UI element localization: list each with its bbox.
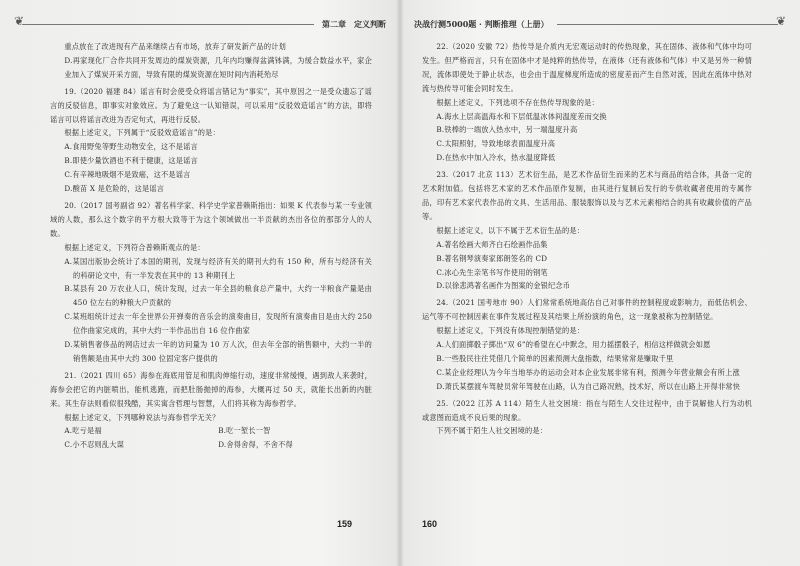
header-rule <box>22 24 314 25</box>
running-head <box>22 16 386 32</box>
answer-option: C.有辛辣地吸烟不是致癌，这不是谣言 <box>64 170 191 180</box>
answer-option: C.某班组统计过去一年全世界公开弹奏的音乐会的演奏曲目，发现所有演奏曲目是由大约 250 位作曲家完成的，其中大约一半作品出自 16 位作曲家 <box>64 312 372 336</box>
answer-option: D.舍得舍得，不舍不得 <box>218 440 293 450</box>
answer-option: D.以徐悲鸿著名画作为图案的金银纪念币 <box>436 281 571 291</box>
paragraph: 24.（2021 国考地市 90）人们常常系统地高估自己对事件的控制程度或影响力，而低估机会、运气等不可控制因素在事件发展过程及其结果上所扮演的角色，这一现象被称为控制错觉。 <box>422 298 752 322</box>
paragraph: 22.（2020 安徽 72）热传导是介质内无宏观运动时的传热现象，其在固体、液体和气体中均可发生。但严格而言，只有在固体中才是纯粹的热传导，在液体（还有液体和气体）中又是另外一种情况，流体即使处于静止状态，也会由于温度梯度所造成的密度差而产生自然对流，因此在流体中热对流与热传导可能会同时发生。 <box>422 42 752 93</box>
answer-option: D.酸苗 X 是危险的，这是谣言 <box>64 184 165 194</box>
answer-option: C.某企业经理认为今年当地举办的运动会对本企业发展非常有利，预测今年营业额会有所上涨 <box>436 367 740 377</box>
answer-option: A.某国出版协会统计了本国的期刊，发现与经济有关的期刊大约有 150 种，所有与经济有关的科研论文中，有一半发表在其中的 13 种期刊上 <box>64 256 372 280</box>
option-row <box>50 424 372 438</box>
answer-option: B.铁棒的一端放入热水中，另一端温度升高 <box>436 125 578 135</box>
running-head <box>414 16 778 32</box>
answer-option: C.冰心先生亲笔书写作使用的钢笔 <box>436 267 548 277</box>
header-rule <box>557 24 778 25</box>
answer-option: D.萧氏某摆渡车驾驶员常年驾驶在山路，认为自己路况熟，技术好，所以在山路上开得非常快 <box>436 381 741 391</box>
option-row <box>50 438 372 452</box>
answer-option: A.著名绘画大师齐白石绘画作品集 <box>436 239 548 249</box>
paragraph: 23.（2017 北京 113）艺术衍生品，是艺术作品衍生而来的艺术与商品的结合体，具备一定的艺术附加值。包括将艺术家的艺术作品原作复制，由其进行复制后发行的专供收藏者使用的专属作品，印有艺术家代表作品的文具、生活用品、服装服饰以及与艺术元素相结合的具有收藏价值的产品等。 <box>422 170 752 221</box>
answer-option: C.太阳照射，导致地球表面温度升高 <box>436 139 556 149</box>
answer-option: B.著名钢琴演奏家郎朗签名的 CD <box>436 253 548 263</box>
page-body <box>50 40 372 452</box>
answer-option: B.某县有 20 万农业人口，统计发现，过去一年全县的粮食总产量中，大约一半粮食产量是由 450 位左右的种粮大户贡献的 <box>64 284 372 308</box>
paragraph: 21.（2021 四川 65）海参在海底用管足和肌肉伸缩行动，速度非常缓慢，遇到敌人来袭时，海参会把它的内脏喷出，能机逃跑，而把肚肠抛掉的海参，大概再过 50 天，就能长出新的内脏来。其生存法则看似很残酷，其实寓含哲理与智慧，人们将其称为海参哲学。 <box>50 370 372 408</box>
answer-option: A.吃亏是福 <box>64 426 102 436</box>
answer-option: B.吃一堑长一智 <box>218 426 271 436</box>
paragraph: 根据上述定义，以下不属于艺术衍生品的是： <box>436 225 585 235</box>
answer-option: A.海水上层高温海水和下层低温冰体间温度差而交换 <box>436 111 607 121</box>
paragraph: 根据上述定义，下列属于“反驳效造谣言”的是： <box>64 128 220 138</box>
paragraph: 20.（2017 国考副省 92）著名科学家、科学史学家普赖斯指出：如果 K 代表参与某一专业领域的人数，那么这个数字的平方根大致等于为这个领域做出一半贡献的杰出各位的那部分人的人数。 <box>50 200 372 238</box>
answer-option: B.一些股民往往凭借几个简单的因素预测大盘指数，结果常常是赚取千里 <box>436 353 674 363</box>
corner-ornament-icon: ❦ <box>775 14 786 28</box>
paragraph: 下列不属于陌生人社交困境的是： <box>436 426 548 436</box>
paragraph: 25.（2022 江苏 A 114）陌生人社交困境：指在与陌生人交往过程中，由于误解他人行为动机或意图而造成不良后果的现象。 <box>422 398 752 422</box>
answer-option: D.某销售奢侈品的网店过去一年的访问量为 10 万人次，但去年全部的销售额中，大约一半的销售额是由其中大约 300 位固定客户提供的 <box>64 340 372 363</box>
page-body <box>422 40 752 438</box>
page-number: 159 <box>337 519 353 529</box>
right-page <box>400 0 800 566</box>
paragraph: 根据上述定义，下列选项不存在热传导现象的是： <box>436 97 599 107</box>
paragraph: 根据上述定义，下列哪种说法与海参哲学无关？ <box>64 412 220 422</box>
running-head-title: 第二章 定义判断 <box>322 18 386 29</box>
answer-option: D.再家现化厂合作共同开发周边的煤炭资源，几年内均赚得盆满钵满，为缓合数益水平，家企业加入了煤炭开采方面，导致有限的煤炭资源在短时间内消耗殆尽 <box>64 55 372 79</box>
running-head-title: 决战行测5000题 · 判断推理（上册） <box>414 18 549 29</box>
answer-option: D.在热水中加入冷水，热水温度降低 <box>436 153 556 163</box>
answer-option: B.即使少量饮酒也不利于健康，这是谣言 <box>64 156 198 166</box>
page-number: 160 <box>422 519 438 529</box>
answer-option: C.小不忍则乱大谋 <box>64 440 125 450</box>
paragraph: 19.（2020 福建 84）谣言有时会使受众将谣言错记为“事实”，其中原因之一是受众遗忘了谣言的反驳信息，即事实对象效应。为了避免这一认知错误，可以采用“反驳效造谣言”的方法，即将谣言可以将谣言改进为否定句式，再进行反驳。 <box>50 86 372 124</box>
corner-ornament-icon: ❦ <box>14 14 25 28</box>
answer-option: A.人们面掷骰子掷出“双 6”的希望在心中默念，用力摇摆骰子，相信这样做就会如愿 <box>436 340 711 350</box>
answer-option: A.食用野兔等野生动物安全，这不是谣言 <box>64 142 198 152</box>
paragraph: 重点放在了改进现有产品来继续占有市场，放弃了研发新产品的计划 <box>64 42 287 51</box>
paragraph: 根据上述定义，下列没有体现控制错觉的是： <box>436 326 585 336</box>
paragraph: 根据上述定义，下列符合普赖斯观点的是： <box>64 242 205 252</box>
